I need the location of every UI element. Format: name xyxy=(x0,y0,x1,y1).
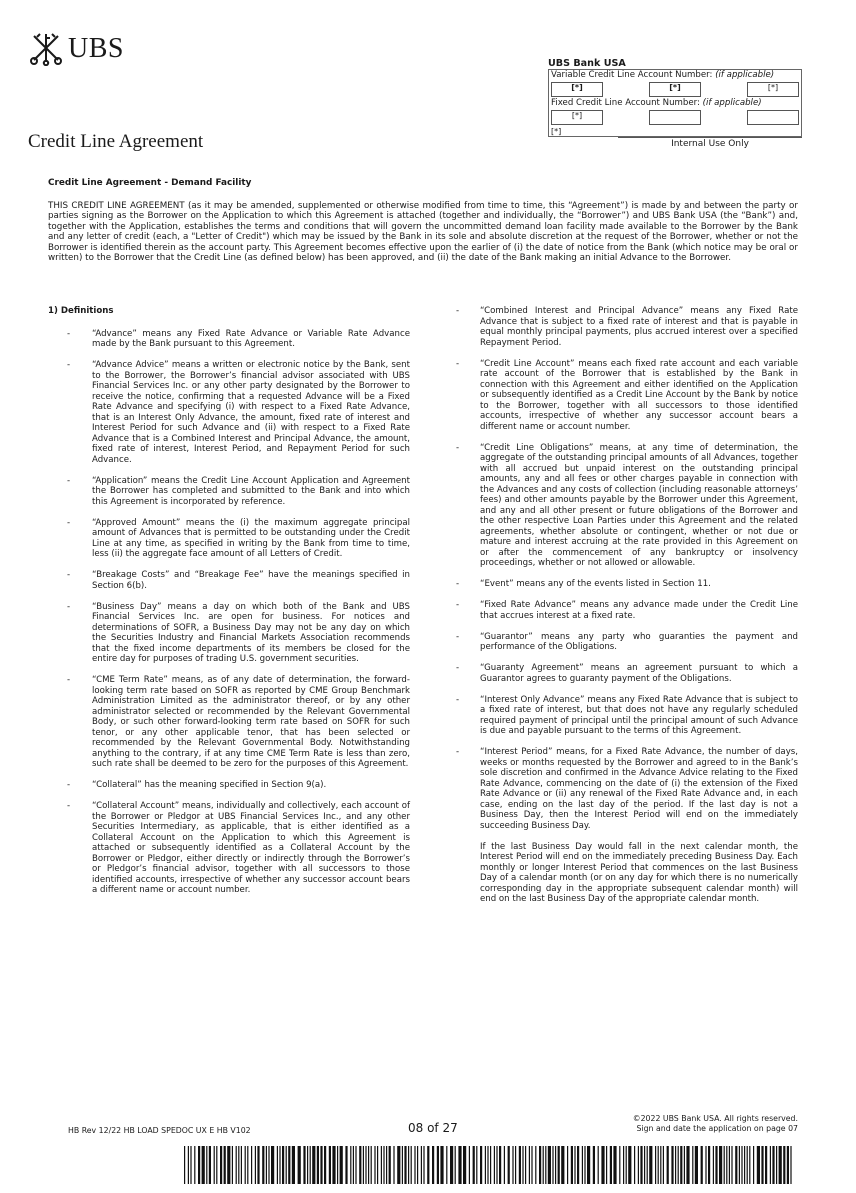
definition-item: - “Guarantor” means any party who guaranties the payment and performance of the Obligations. xyxy=(456,631,798,652)
barcode-bar xyxy=(214,1146,215,1184)
ubs-keys-icon xyxy=(28,32,64,66)
barcode-bar xyxy=(374,1146,375,1184)
barcode-bar xyxy=(626,1146,627,1184)
barcode-bar xyxy=(310,1146,311,1184)
barcode-bar xyxy=(363,1146,364,1184)
barcode-bar xyxy=(692,1146,693,1184)
barcode-bar xyxy=(749,1146,750,1184)
definition-item: - “Collateral” has the meaning specified in Section 9(a). xyxy=(67,780,327,790)
logo xyxy=(28,32,124,66)
barcode-bar xyxy=(739,1146,740,1184)
barcode-bar xyxy=(238,1146,239,1184)
variable-account-field-1[interactable]: [*] xyxy=(551,82,603,97)
definition-item: - “Combined Interest and Principal Advance” means any Fixed Rate Advance that is subject to a fixed rate of interest and that is payable in equal monthly principal payments, plus accrued interest over a specified Repayment Period. xyxy=(456,306,798,348)
barcode-bar xyxy=(658,1146,659,1184)
barcode-bar xyxy=(582,1146,583,1184)
definition-item: - “Approved Amount” means the (i) the maximum aggregate principal amount of Advances that is permitted to be outstanding under the Credit Line at any time, as specified in writing by the Bank from time to time, less (ii) the aggregate face amount of all Letters of Credit. xyxy=(67,517,410,559)
barcode-bar xyxy=(535,1146,536,1184)
barcode-bar xyxy=(708,1146,710,1184)
barcode-bar xyxy=(480,1146,482,1184)
definition-item: - “Credit Line Account” means each fixed rate account and each variable rate account of the Borrower that is established by the Bank in connection with this Agreement and either identified on the Application or subsequently identified as a Credit Line Account by the Bank by notice to the Borrower, together with all successors to those identified accounts, irrespective of whether any successor account bears a different name or account number. xyxy=(456,358,798,432)
barcode-bar xyxy=(194,1146,195,1184)
barcode-bar xyxy=(469,1146,470,1184)
barcode-bar xyxy=(561,1146,564,1184)
barcode-bar xyxy=(675,1146,676,1184)
barcode-bar xyxy=(368,1146,369,1184)
footer-notice xyxy=(633,1114,798,1134)
barcode-bar xyxy=(638,1146,639,1184)
definition-item: - “Advance” means any Fixed Rate Advance or Variable Rate Advance made by the Bank pursuant to this Agreement. xyxy=(67,328,410,349)
barcode-bar xyxy=(458,1146,461,1184)
variable-note: (if applicable) xyxy=(715,70,775,81)
barcode-bar xyxy=(288,1146,290,1184)
barcode-bar xyxy=(504,1146,505,1184)
barcode-bar xyxy=(277,1146,278,1184)
barcode-bar xyxy=(417,1146,418,1184)
barcode-bar xyxy=(421,1146,422,1184)
barcode-bar xyxy=(303,1146,305,1184)
barcode-bar xyxy=(779,1146,782,1184)
barcode-bar xyxy=(377,1146,378,1184)
logo-text: UBS xyxy=(68,33,124,64)
barcode-bar xyxy=(684,1146,685,1184)
variable-account-field-3[interactable]: [*] xyxy=(747,82,799,97)
fixed-account-label: Fixed Credit Line Account Number: (if applicable) xyxy=(551,97,762,108)
barcode-bar xyxy=(634,1146,635,1184)
barcode-bar xyxy=(371,1146,372,1184)
variable-account-label: Variable Credit Line Account Number: (if applicable) xyxy=(551,70,775,81)
barcode-bar xyxy=(543,1146,544,1184)
barcode-bar xyxy=(552,1146,553,1184)
barcode-bar xyxy=(724,1146,725,1184)
sign-note: Sign and date the application on page 07 xyxy=(636,1124,798,1133)
barcode-bar xyxy=(772,1146,774,1184)
barcode-bar xyxy=(440,1146,443,1184)
barcode-bar xyxy=(190,1146,191,1184)
barcode-bar xyxy=(548,1146,551,1184)
barcode-bar xyxy=(598,1146,599,1184)
barcode-bar xyxy=(255,1146,256,1184)
barcode-bar xyxy=(473,1146,475,1184)
definition-item: - “Application” means the Credit Line Account Application and Agreement the Borrower has completed and submitted to the Bank and into which this Agreement is incorporated by reference. xyxy=(67,475,410,507)
barcode-bar xyxy=(232,1146,233,1184)
barcode-bar xyxy=(202,1146,205,1184)
barcode-bar xyxy=(455,1146,456,1184)
definitions-heading: 1) Definitions xyxy=(48,306,114,316)
barcode-bar xyxy=(567,1146,568,1184)
definition-item: - “Collateral Account” means, individually and collectively, each account of the Borrower or Pledgor at UBS Financial Services Inc., and any other Securities Intermediary, as applicable, that is either identified as a Collateral Account on the Application to which this Agreement is attached or subsequently identified as a Collateral Account by the Borrower or Pledgor, either directly or indirectly through the Borrower’s or Pledgor’s financial advisor, together with all successors to those identified accounts, irrespective of whether any successor account bears a different name or account number. xyxy=(67,801,410,895)
barcode-bar xyxy=(209,1146,211,1184)
barcode-bar xyxy=(613,1146,616,1184)
barcode-bar xyxy=(198,1146,200,1184)
barcode-bar xyxy=(783,1146,785,1184)
barcode-bar xyxy=(359,1146,361,1184)
barcode-bar xyxy=(719,1146,722,1184)
barcode-bar xyxy=(383,1146,384,1184)
barcode-bar xyxy=(770,1146,771,1184)
barcode-bar xyxy=(257,1146,259,1184)
barcode-bar xyxy=(206,1146,207,1184)
barcode-bar xyxy=(715,1146,717,1184)
barcode-bar xyxy=(427,1146,429,1184)
barcode-bar xyxy=(266,1146,267,1184)
barcode-bar xyxy=(695,1146,698,1184)
barcode-bar xyxy=(414,1146,415,1184)
barcode-bar xyxy=(655,1146,656,1184)
barcode-bar xyxy=(705,1146,706,1184)
intro-paragraph: THIS CREDIT LINE AGREEMENT (as it may be amended, supplemented or otherwise modified from time to time, this “Agreement”) is made by and between the party or parties signing as the Borrower on the Application to which this Agreement is attached (together and individually, the “Borrower”) and UBS Bank USA (the “Bank”) and, together with the Application, establishes the terms and conditions that will govern the uncommitted demand loan facility made available to the Borrower by the Bank and any letter of credit (each, a "Letter of Credit") which may be issued by the Bank in its sole and absolute discretion at the request of the Borrower, whether or not the Borrower is identified therein as the account party. This Agreement becomes effective upon the earlier of (i) the date of notice from the Bank (which notice may be oral or written) to the Borrower that the Credit Line (as defined below) has been approved, and (ii) the date of the Bank making an initial Advance to the Borrower. xyxy=(48,201,798,264)
barcode-bar xyxy=(404,1146,406,1184)
barcode-bar xyxy=(381,1146,382,1184)
barcode-bar xyxy=(499,1146,501,1184)
barcode-bar xyxy=(644,1146,645,1184)
definition-item: - “Credit Line Obligations” means, at any time of determination, the aggregate of the outstanding principal amounts of all Advances, together with all accrued but unpaid interest on the outstanding principal amounts, any and all fees or other charges payable in connection with the Advances and any costs of collection (including reasonable attorneys’ fees) and other amounts payable by the Borrower under this Agreement, and any and all other present or future obligations of the Borrower and the other respective Loan Parties under this Agreement and the related agreements, whether absolute or contingent, whether or not due or mature and interest accruing at the rate provided in this Agreement on or after the commencement of any bankruptcy or insolvency proceedings, whether or not allowed or allowable. xyxy=(456,442,798,568)
definition-item: - “Interest Period” means, for a Fixed Rate Advance, the number of days, weeks or months requested by the Borrower and agreed to in the Bank’s sole discretion and confirmed in the Advance Advice relating to the Fixed Rate Advance, commencing on the date of (i) the extension of the Fixed Rate Advance or (ii) any renewal of the Fixed Rate Advance and, in each case, ending on the last day of the period. If the last day is not a Business Day, then the Interest Period will end on the immediately succeeding Business Day. xyxy=(456,747,798,831)
definition-item: - “Fixed Rate Advance” means any advance made under the Credit Line that accrues interest at a fixed rate. xyxy=(456,600,798,621)
document-title: Credit Line Agreement xyxy=(28,131,204,152)
barcode-bar xyxy=(408,1146,409,1184)
account-frame xyxy=(548,69,802,137)
barcode-bar xyxy=(490,1146,491,1184)
barcode-bar xyxy=(307,1146,308,1184)
barcode-bar xyxy=(577,1146,579,1184)
barcode-bar xyxy=(292,1146,295,1184)
barcode-bar xyxy=(386,1146,387,1184)
barcode-bar xyxy=(397,1146,400,1184)
barcode-bar xyxy=(678,1146,679,1184)
barcode-bar xyxy=(686,1146,689,1184)
barcode-bar xyxy=(640,1146,642,1184)
barcode-bar xyxy=(298,1146,301,1184)
barcode-bar xyxy=(790,1146,791,1184)
barcode-bar xyxy=(312,1146,315,1184)
barcode-bar xyxy=(787,1146,789,1184)
barcode-bar xyxy=(247,1146,248,1184)
barcode-bar xyxy=(286,1146,287,1184)
barcode-bar xyxy=(776,1146,777,1184)
extra-placeholder: [*] xyxy=(551,126,562,136)
barcode-bar xyxy=(671,1146,673,1184)
fixed-note: (if applicable) xyxy=(702,97,762,108)
barcode-bar xyxy=(744,1146,745,1184)
barcode-bar xyxy=(531,1146,532,1184)
barcode-bar xyxy=(735,1146,737,1184)
barcode-bar xyxy=(555,1146,556,1184)
barcode-bar xyxy=(184,1146,185,1184)
bank-name: UBS Bank USA xyxy=(548,58,626,69)
barcode-bar xyxy=(337,1146,338,1184)
form-code: HB Rev 12/22 HB LOAD SPEDOC UX E HB V102 xyxy=(68,1126,251,1135)
barcode-bar xyxy=(236,1146,237,1184)
barcode-bar xyxy=(628,1146,631,1184)
account-number-box xyxy=(548,58,802,149)
barcode-bar xyxy=(753,1146,754,1184)
definition-item: - “Guaranty Agreement” means an agreement pursuant to which a Guarantor agrees to guaranty payment of the Obligations. xyxy=(456,663,798,684)
barcode-bar xyxy=(353,1146,354,1184)
interest-period-continuation: If the last Business Day would fall in the next calendar month, the Interest Period will end on the immediately preceding Business Day. Each monthly or longer Interest Period that commences on the last Business Day of a calendar month (or on any day for which there is no numerically corresponding day in the appropriate subsequent calendar month) will end on the last Business Day of the appropriate calendar month. xyxy=(480,841,798,904)
barcode-bar xyxy=(726,1146,727,1184)
page-number: 08 of 27 xyxy=(408,1121,458,1135)
definition-item: - “Event” means any of the events listed in Section 11. xyxy=(456,579,711,589)
barcode xyxy=(184,1146,796,1184)
internal-use-label: Internal Use Only xyxy=(618,137,802,149)
barcode-bar xyxy=(729,1146,730,1184)
barcode-bar xyxy=(329,1146,331,1184)
barcode-bar xyxy=(262,1146,264,1184)
barcode-bar xyxy=(241,1146,242,1184)
barcode-bar xyxy=(525,1146,526,1184)
barcode-bar xyxy=(332,1146,335,1184)
barcode-bar xyxy=(667,1146,669,1184)
copyright: ©2022 UBS Bank USA. All rights reserved. xyxy=(632,1114,798,1123)
left-column xyxy=(48,306,410,906)
definition-item: - “Breakage Costs” and “Breakage Fee” have the meanings specified in Section 6(b). xyxy=(67,570,410,591)
barcode-bar xyxy=(224,1146,226,1184)
barcode-bar xyxy=(571,1146,573,1184)
barcode-bar xyxy=(647,1146,648,1184)
fixed-account-field-3[interactable] xyxy=(747,110,799,125)
barcode-bar xyxy=(663,1146,664,1184)
barcode-bar xyxy=(487,1146,488,1184)
barcode-bar xyxy=(587,1146,590,1184)
barcode-bar xyxy=(649,1146,652,1184)
barcode-bar xyxy=(476,1146,477,1184)
definition-item: - “Interest Only Advance” means any Fixed Rate Advance that is subject to a fixed rate of interest, but that does not have any regularly scheduled required payment of principal until the principal amount of such Advance is due and payable pursuant to the terms of this Agreement. xyxy=(456,694,798,736)
barcode-bar xyxy=(731,1146,732,1184)
barcode-bar xyxy=(389,1146,391,1184)
barcode-bar xyxy=(574,1146,575,1184)
definition-item: - “Business Day” means a day on which both of the Bank and UBS Financial Services Inc. are open for business. For notices and determinations of SOFR, a Business Day may not be any day on which the Securities Industry and Financial Markets Association recommends that the fixed income departments of its members be closed for the entire day for purposes of trading U.S. government securities. xyxy=(67,601,410,664)
definition-item: - “CME Term Rate” means, as of any date of determination, the forward-looking term rate based on SOFR as reported by CME Group Benchmark Administration Limited as the administrator thereof, or by any other administrator selected or recommended by the Relevant Governmental Body, or such other forward-looking term rate based on SOFR for such tenor, or any other applicable tenor, that has been selected or recommended by the Relevant Governmental Body. Notwithstanding anything to the contrary, if at any time CME Term Rate is less than zero, such rate shall be deemed to be zero for the purposes of this Agreement. xyxy=(67,675,410,769)
barcode-bar xyxy=(713,1146,714,1184)
barcode-bar xyxy=(271,1146,274,1184)
barcode-bar xyxy=(519,1146,521,1184)
definition-item: - “Advance Advice” means a written or electronic notice by the Bank, sent to the Borrower, the Borrower’s financial advisor associated with UBS Financial Services Inc. or any other party designated by the Borrower to receive the notice, confirming that a requested Advance will be a Fixed Rate Advance and specifying (i) with respect to a Fixed Rate Advance, that is an Interest Only Advance, the amount, fixed rate of interest and Interest Period for such Advance and (ii) with respect to a Fixed Rate Advance that is a Combined Interest and Principal Advance, the amount, fixed rate of interest, Interest Period, and Repayment Period for such Advance. xyxy=(67,360,410,465)
barcode-bar xyxy=(584,1146,585,1184)
barcode-bar xyxy=(593,1146,595,1184)
barcode-bar xyxy=(340,1146,343,1184)
barcode-bar xyxy=(317,1146,319,1184)
barcode-bar xyxy=(437,1146,439,1184)
barcode-bar xyxy=(515,1146,516,1184)
barcode-bar xyxy=(747,1146,748,1184)
barcode-bar xyxy=(496,1146,497,1184)
barcode-bar xyxy=(350,1146,351,1184)
barcode-bar xyxy=(512,1146,513,1184)
barcode-bar xyxy=(761,1146,763,1184)
barcode-bar xyxy=(539,1146,541,1184)
barcode-bar xyxy=(680,1146,682,1184)
barcode-bar xyxy=(432,1146,434,1184)
variable-account-boxes xyxy=(551,82,799,97)
barcode-bar xyxy=(216,1146,217,1184)
barcode-bar xyxy=(188,1146,189,1184)
barcode-bar xyxy=(741,1146,742,1184)
barcode-bar xyxy=(606,1146,607,1184)
barcode-bar xyxy=(623,1146,624,1184)
barcode-bar xyxy=(345,1146,347,1184)
barcode-bar xyxy=(220,1146,222,1184)
variable-account-field-2[interactable]: [*] xyxy=(649,82,701,97)
barcode-bar xyxy=(610,1146,612,1184)
barcode-bar xyxy=(494,1146,495,1184)
barcode-bar xyxy=(324,1146,326,1184)
barcode-bar xyxy=(282,1146,284,1184)
section-title: Credit Line Agreement - Demand Facility xyxy=(48,178,252,188)
barcode-bar xyxy=(245,1146,246,1184)
barcode-bar xyxy=(423,1146,424,1184)
barcode-bar xyxy=(558,1146,560,1184)
barcode-bar xyxy=(701,1146,703,1184)
fixed-account-field-2[interactable] xyxy=(649,110,701,125)
barcode-bar xyxy=(508,1146,510,1184)
barcode-bar xyxy=(529,1146,530,1184)
fixed-account-boxes xyxy=(551,110,799,125)
barcode-bar xyxy=(268,1146,269,1184)
barcode-bar xyxy=(463,1146,466,1184)
barcode-bar xyxy=(402,1146,403,1184)
barcode-bar xyxy=(355,1146,356,1184)
barcode-bar xyxy=(279,1146,280,1184)
barcode-bar xyxy=(251,1146,252,1184)
barcode-bar xyxy=(522,1146,523,1184)
barcode-bar xyxy=(411,1146,412,1184)
barcode-bar xyxy=(601,1146,604,1184)
fixed-account-field-1[interactable]: [*] xyxy=(551,110,603,125)
barcode-bar xyxy=(660,1146,661,1184)
barcode-bar xyxy=(446,1146,447,1184)
barcode-bar xyxy=(320,1146,322,1184)
barcode-bar xyxy=(227,1146,230,1184)
barcode-bar xyxy=(393,1146,394,1184)
barcode-bar xyxy=(757,1146,760,1184)
barcode-bar xyxy=(619,1146,620,1184)
barcode-bar xyxy=(765,1146,767,1184)
barcode-bar xyxy=(365,1146,366,1184)
barcode-bar xyxy=(450,1146,453,1184)
right-column xyxy=(456,306,798,905)
barcode-bar xyxy=(485,1146,486,1184)
barcode-bar xyxy=(545,1146,546,1184)
